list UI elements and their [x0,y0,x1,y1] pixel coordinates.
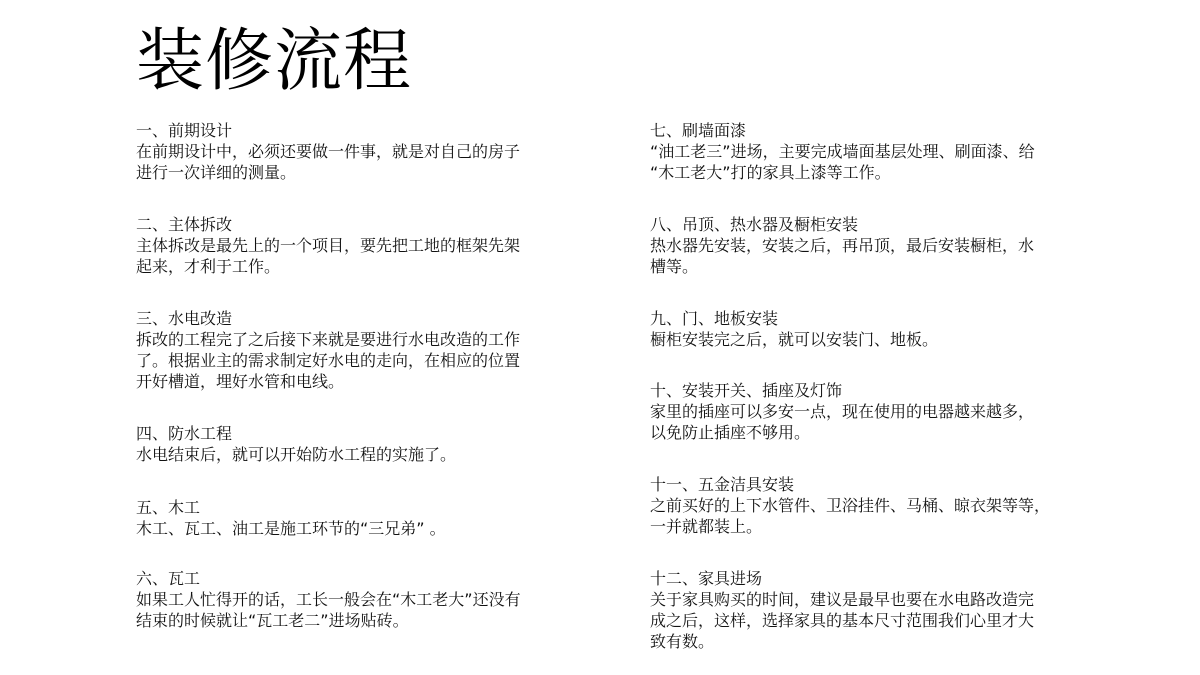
step-item [650,380,1090,443]
step-item [650,474,1090,537]
step-item [136,214,576,277]
step-heading: 六、瓦工 [136,569,201,588]
step-heading: 五、木工 [136,498,201,517]
step-text: 木工、瓦工、油工是施工环节的“三兄弟” 。 [136,519,446,538]
step-text: 橱柜安装完之后，就可以安装门、地板。 [650,330,939,349]
step-text: 关于家具购买的时间，建议是最早也要在水电路改造完 成之后，这样，选择家具的基本尺寸范围我们心里才大 致有数。 [650,590,1035,651]
step-item [650,214,1090,277]
step-item [650,308,1090,350]
step-text: 拆改的工程完了之后接下来就是要进行水电改造的工作 了。根据业主的需求制定好水电的走向，在相应的位置 开好槽道，埋好水管和电线。 [136,330,521,391]
step-heading: 一、前期设计 [136,121,233,140]
step-text: 水电结束后，就可以开始防水工程的实施了。 [136,445,457,464]
step-heading: 三、水电改造 [136,309,233,328]
step-item [136,497,576,539]
step-heading: 九、门、地板安装 [650,309,779,328]
step-text: 家里的插座可以多安一点，现在使用的电器越来越多， 以免防止插座不够用。 [650,402,1035,442]
step-item [136,568,576,631]
step-heading: 四、防水工程 [136,424,233,443]
step-item [136,120,576,183]
step-item [136,423,576,465]
step-text: “油工老三”进场，主要完成墙面基层处理、刷面漆、给 “木工老大”打的家具上漆等工作。 [650,142,1035,182]
page-title: 装修流程 [136,22,413,101]
step-item [650,568,1090,652]
step-text: 在前期设计中，必须还要做一件事，就是对自己的房子 进行一次详细的测量。 [136,142,521,182]
step-heading: 十一、五金洁具安装 [650,475,795,494]
step-heading: 七、刷墙面漆 [650,121,747,140]
step-item [136,308,576,392]
step-text: 热水器先安装，安装之后，再吊顶，最后安装橱柜，水 槽等。 [650,236,1035,276]
step-text: 主体拆改是最先上的一个项目，要先把工地的框架先架 起来，才利于工作。 [136,236,521,276]
step-text: 如果工人忙得开的话，工长一般会在“木工老大”还没有 结束的时候就让“瓦工老二”进场贴砖。 [136,590,521,630]
step-heading: 八、吊顶、热水器及橱柜安装 [650,215,859,234]
step-heading: 十、安装开关、插座及灯饰 [650,381,843,400]
step-heading: 十二、家具进场 [650,569,763,588]
step-text: 之前买好的上下水管件、卫浴挂件、马桶、晾衣架等等， 一并就都装上。 [650,496,1051,536]
step-item [650,120,1090,183]
step-heading: 二、主体拆改 [136,215,233,234]
